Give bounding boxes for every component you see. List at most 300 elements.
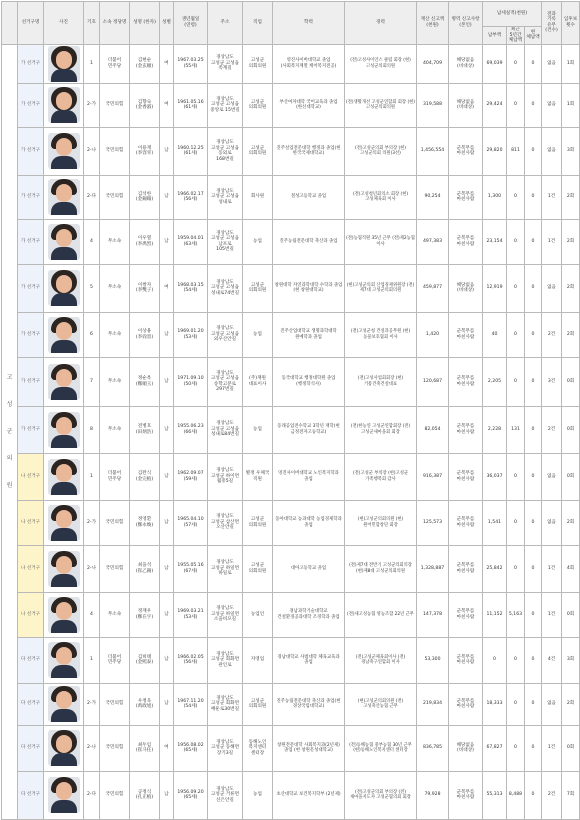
education-header: 학력 bbox=[273, 2, 345, 45]
criminal-cell: 4건 bbox=[542, 637, 562, 683]
name-cell: 최두임 (崔斗任) bbox=[130, 725, 160, 771]
runs-cell: 2회 bbox=[562, 500, 580, 545]
criminal-cell: 1건 bbox=[542, 219, 562, 264]
address-cell: 경상남도 고성군 하일면 하일로 bbox=[208, 545, 243, 592]
military-cell: 군복무를 마친사람 bbox=[449, 312, 483, 357]
tax-paid-cell: 69,039 bbox=[483, 44, 507, 83]
table-row bbox=[2, 312, 580, 357]
portrait-icon bbox=[48, 551, 80, 587]
party-cell: 무소속 bbox=[100, 312, 130, 357]
military-cell: 해당없음 (비대상) bbox=[449, 725, 483, 771]
number-cell: 2-나 bbox=[84, 725, 100, 771]
gender-cell: 여 bbox=[160, 264, 174, 312]
address-cell: 경상남도 고성군 고성읍 성내로 bbox=[208, 175, 243, 219]
table-row bbox=[2, 592, 580, 637]
gender-cell: 남 bbox=[160, 683, 174, 725]
tax-current-cell: 0 bbox=[525, 771, 542, 819]
career-cell: (전)고성군의회 부의장 (전)새마을지도자 고성군협의회 회장 bbox=[345, 771, 417, 819]
address-cell: 경상남도 고성군 동해면 장기3길 bbox=[208, 725, 243, 771]
criminal-cell: 없음 bbox=[542, 83, 562, 127]
tax-paid-cell: 12,919 bbox=[483, 264, 507, 312]
region-char: 의 bbox=[6, 455, 13, 463]
party-cell: 더불어 민주당 bbox=[100, 44, 130, 83]
portrait-icon bbox=[48, 224, 80, 260]
property-cell: 1,456,554 bbox=[417, 127, 449, 175]
district-cell: 가 선거구 bbox=[18, 312, 44, 357]
gender-cell: 남 bbox=[160, 219, 174, 264]
property-cell: 916,387 bbox=[417, 453, 449, 500]
district-cell: 다 선거구 bbox=[18, 683, 44, 725]
address-cell: 경상남도 고성군 하이면 월흥5길 bbox=[208, 453, 243, 500]
number-cell: 4 bbox=[84, 219, 100, 264]
number-cell: 6 bbox=[84, 312, 100, 357]
runs-cell: 0회 bbox=[562, 453, 580, 500]
number-cell: 5 bbox=[84, 264, 100, 312]
birth-cell: 1967.11.20 (54세) bbox=[174, 683, 208, 725]
candidate-photo bbox=[44, 545, 84, 592]
table-row bbox=[2, 44, 580, 83]
career-cell: (전)고성군 부의장 (현)고성군 가족행복회 감사 bbox=[345, 453, 417, 500]
tax-current-cell: 0 bbox=[525, 175, 542, 219]
tax-5yr-cell: 811 bbox=[507, 127, 525, 175]
runs-cell: 2회 bbox=[562, 683, 580, 725]
education-cell: 부산여자대학 국어교육과 졸업(한신대학교) bbox=[273, 83, 345, 127]
number-cell: 1 bbox=[84, 44, 100, 83]
table-row bbox=[2, 637, 580, 683]
military-cell: 군복무를 마친사람 bbox=[449, 500, 483, 545]
criminal-cell: 1건 bbox=[542, 592, 562, 637]
party-cell: 국민의힘 bbox=[100, 500, 130, 545]
tax-5yr-cell: 8,488 bbox=[507, 771, 525, 819]
gender-cell: 남 bbox=[160, 175, 174, 219]
birth-cell: 1955.06.23 (66세) bbox=[174, 406, 208, 453]
table-row bbox=[2, 406, 580, 453]
name-cell: 이우열 (李禹烈) bbox=[130, 219, 160, 264]
birth-cell: 1971.09.10 (50세) bbox=[174, 357, 208, 406]
criminal-cell: 3건 bbox=[542, 357, 562, 406]
runs-cell: 1회 bbox=[562, 44, 580, 83]
criminal-cell: 없음 bbox=[542, 683, 562, 725]
number-cell: 2-가 bbox=[84, 83, 100, 127]
property-header: 재산 신고액 (천원) bbox=[417, 2, 449, 45]
number-cell: 2-나 bbox=[84, 127, 100, 175]
gender-cell: 남 bbox=[160, 500, 174, 545]
tax-paid-header: 납부액 bbox=[483, 27, 507, 45]
candidate-photo bbox=[44, 357, 84, 406]
career-cell: (전)고성군의회 부의장 (현)고성군의회 의원(3선) bbox=[345, 127, 417, 175]
job-cell: 고성군 의회의원 bbox=[243, 545, 273, 592]
criminal-cell: 없음 bbox=[542, 453, 562, 500]
name-cell: 우정욱 (禹政旭) bbox=[130, 683, 160, 725]
address-cell: 경상남도 고성군 고성읍 족계길 bbox=[208, 44, 243, 83]
region-header bbox=[2, 2, 18, 45]
tax-current-cell: 0 bbox=[525, 357, 542, 406]
property-cell: 319,588 bbox=[417, 83, 449, 127]
military-cell: 군복무를 마친사람 bbox=[449, 219, 483, 264]
district-cell: 다 선거구 bbox=[18, 725, 44, 771]
table-row bbox=[2, 771, 580, 819]
job-cell: 고성군 의회의원 bbox=[243, 500, 273, 545]
district-cell: 가 선거구 bbox=[18, 264, 44, 312]
district-header: 선거구명 bbox=[18, 2, 44, 45]
tax-5yr-cell: 0 bbox=[507, 725, 525, 771]
tax-current-cell: 0 bbox=[525, 453, 542, 500]
birth-cell: 1969.03.21 (53세) bbox=[174, 592, 208, 637]
property-cell: 459,877 bbox=[417, 264, 449, 312]
candidate-photo bbox=[44, 219, 84, 264]
tax-5yr-cell: 131 bbox=[507, 406, 525, 453]
tax-group-header: 납세실적(천원) bbox=[483, 2, 542, 27]
party-cell: 더불어 민주당 bbox=[100, 637, 130, 683]
address-cell: 경상남도 고성군 고성읍 외우산안길 bbox=[208, 312, 243, 357]
portrait-icon bbox=[48, 730, 80, 766]
military-cell: 해당없음 (비대상) bbox=[449, 44, 483, 83]
education-cell: 경남대학교 사범대학 체육교육과 졸업 bbox=[273, 637, 345, 683]
tax-paid-cell: 2,228 bbox=[483, 406, 507, 453]
address-cell: 경상남도 고성군 거류면 신은안길 bbox=[208, 771, 243, 819]
property-cell: 404,709 bbox=[417, 44, 449, 83]
party-header: 소속 정당명 bbox=[100, 2, 130, 45]
name-cell: 공정식 (孔正植) bbox=[130, 771, 160, 819]
portrait-icon bbox=[48, 317, 80, 353]
number-cell: 2-나 bbox=[84, 545, 100, 592]
education-cell: 창원대학 자연과학대학 수학과 졸업(현 창원대학교) bbox=[273, 264, 345, 312]
party-cell: 무소속 bbox=[100, 406, 130, 453]
party-cell: 국민의힘 bbox=[100, 771, 130, 819]
tax-5yr-cell: 5,163 bbox=[507, 592, 525, 637]
table-row bbox=[2, 453, 580, 500]
tax-current-cell: 0 bbox=[525, 545, 542, 592]
property-cell: 1,328,887 bbox=[417, 545, 449, 592]
candidate-photo bbox=[44, 637, 84, 683]
birth-cell: 1966.02.17 (56세) bbox=[174, 175, 208, 219]
gender-cell: 남 bbox=[160, 312, 174, 357]
property-cell: 836,785 bbox=[417, 725, 449, 771]
party-cell: 무소속 bbox=[100, 219, 130, 264]
education-cell: 초산대학교 보건복지학부 (2년제) bbox=[273, 771, 345, 819]
education-cell: 창원전문대학 사회복지과(2년제) 졸업 (현 창원문성대학교) bbox=[273, 725, 345, 771]
job-cell: 고성군 의회의원 bbox=[243, 44, 273, 83]
property-cell: 125,573 bbox=[417, 500, 449, 545]
runs-header: 입후보 횟수 bbox=[562, 2, 580, 45]
district-cell: 가 선거구 bbox=[18, 127, 44, 175]
candidate-photo bbox=[44, 771, 84, 819]
tax-current-header: 현 체납액 bbox=[525, 27, 542, 45]
portrait-icon bbox=[48, 686, 80, 722]
table-row bbox=[2, 500, 580, 545]
runs-cell: 2회 bbox=[562, 175, 580, 219]
tax-5yr-cell: 0 bbox=[507, 683, 525, 725]
district-cell: 가 선거구 bbox=[18, 219, 44, 264]
name-cell: 김향숙 (金香淑) bbox=[130, 83, 160, 127]
military-cell: 군복무를 마친사람 bbox=[449, 637, 483, 683]
criminal-cell: 1건 bbox=[542, 545, 562, 592]
tax-paid-cell: 29,424 bbox=[483, 83, 507, 127]
criminal-cell: 2건 bbox=[542, 312, 562, 357]
gender-cell: 남 bbox=[160, 127, 174, 175]
candidate-photo bbox=[44, 453, 84, 500]
name-cell: 이용재 (李容宰) bbox=[130, 127, 160, 175]
party-cell: 국민의힘 bbox=[100, 725, 130, 771]
party-cell: 국민의힘 bbox=[100, 83, 130, 127]
portrait-icon bbox=[48, 642, 80, 678]
tax-paid-cell: 67,827 bbox=[483, 725, 507, 771]
portrait-icon bbox=[48, 133, 80, 169]
name-header: 성명 (한자) bbox=[130, 2, 160, 45]
tax-5yr-cell: 0 bbox=[507, 264, 525, 312]
address-cell: 경상남도 고성군 고성읍 성내로74번길 bbox=[208, 264, 243, 312]
career-cell: (전)고성군체육회이사 (전)경남축구연합회 이사 bbox=[345, 637, 417, 683]
tax-5yr-cell: 0 bbox=[507, 453, 525, 500]
career-cell: (현)고성군의회의원 (현)원어민합창단 회장 bbox=[345, 500, 417, 545]
district-cell: 가 선거구 bbox=[18, 357, 44, 406]
career-cell: (전)새고성농협 영농조합 22년 근무 bbox=[345, 592, 417, 637]
career-cell: (전)생활개선 고성군연합회 회장 (현)고성군의회의원 bbox=[345, 83, 417, 127]
candidate-photo bbox=[44, 264, 84, 312]
career-cell: (전)고성군청 건설과공무원 (현)동물보호협회 이사 bbox=[345, 312, 417, 357]
military-header: 병역 신고사항 (본인) bbox=[449, 2, 483, 45]
criminal-cell: 1건 bbox=[542, 175, 562, 219]
number-cell: 2-다 bbox=[84, 175, 100, 219]
birth-cell: 1969.01.20 (53세) bbox=[174, 312, 208, 357]
district-cell: 나 선거구 bbox=[18, 545, 44, 592]
career-cell: (전)농협직원 35년 근무 (전)제2농협 이사 bbox=[345, 219, 417, 264]
criminal-cell: 없음 bbox=[542, 44, 562, 83]
runs-cell: 4회 bbox=[562, 545, 580, 592]
education-cell: 동아대학교 농과대학 농업경제학과 졸업 bbox=[273, 500, 345, 545]
name-cell: 김석한 (金錫翰) bbox=[130, 175, 160, 219]
address-cell: 경상남도 고성군 고성읍 성내로84번길 bbox=[208, 406, 243, 453]
address-cell: 경상남도 고성군 고성읍 동외로 168번길 bbox=[208, 127, 243, 175]
education-cell: 진주농림전문대학 축산과 졸업(현 경상국립대학교) bbox=[273, 683, 345, 725]
runs-cell: 7회 bbox=[562, 771, 580, 819]
career-header: 경력 bbox=[345, 2, 417, 45]
tax-paid-cell: 23,154 bbox=[483, 219, 507, 264]
birth-cell: 1962.09.07 (59세) bbox=[174, 453, 208, 500]
tax-paid-cell: 36,037 bbox=[483, 453, 507, 500]
district-cell: 가 선거구 bbox=[18, 44, 44, 83]
job-cell: 고성군 의회의원 bbox=[243, 264, 273, 312]
region-label bbox=[2, 44, 18, 819]
tax-paid-cell: 1,300 bbox=[483, 175, 507, 219]
name-cell: 김완식 (金完植) bbox=[130, 453, 160, 500]
birth-header: 생년월일 (연령) bbox=[174, 2, 208, 45]
runs-cell: 0회 bbox=[562, 406, 580, 453]
portrait-icon bbox=[48, 412, 80, 448]
job-cell: 고성군 의회의원 bbox=[243, 83, 273, 127]
candidate-photo bbox=[44, 127, 84, 175]
career-cell: (전)고성사이언스 클럽 회장 (현)고성군의회의원 bbox=[345, 44, 417, 83]
name-cell: 정재우 (鄭在宇) bbox=[130, 592, 160, 637]
party-cell: 국민의힘 bbox=[100, 127, 130, 175]
tax-5yr-cell: 0 bbox=[507, 219, 525, 264]
tax-current-cell: 0 bbox=[525, 44, 542, 83]
job-cell: (주)재원 대표이사 bbox=[243, 357, 273, 406]
name-cell: 정순옥 (鄭順玉) bbox=[130, 357, 160, 406]
job-cell: 고성군 의회의원 bbox=[243, 683, 273, 725]
property-cell: 1,420 bbox=[417, 312, 449, 357]
birth-cell: 1959.04.01 (63세) bbox=[174, 219, 208, 264]
candidate-photo bbox=[44, 500, 84, 545]
district-cell: 가 선거구 bbox=[18, 175, 44, 219]
property-cell: 79,928 bbox=[417, 771, 449, 819]
portrait-icon bbox=[48, 46, 80, 82]
number-cell: 2-가 bbox=[84, 683, 100, 725]
party-cell: 무소속 bbox=[100, 264, 130, 312]
tax-current-cell: 0 bbox=[525, 219, 542, 264]
birth-cell: 1968.03.15 (54세) bbox=[174, 264, 208, 312]
party-cell: 국민의힘 bbox=[100, 683, 130, 725]
tax-paid-cell: 55,313 bbox=[483, 771, 507, 819]
runs-cell: 2회 bbox=[562, 219, 580, 264]
education-cell: 철성고등학교 졸업 bbox=[273, 175, 345, 219]
gender-cell: 남 bbox=[160, 637, 174, 683]
job-header: 직업 bbox=[243, 2, 273, 45]
military-cell: 군복무를 마친사람 bbox=[449, 406, 483, 453]
tax-paid-cell: 1,541 bbox=[483, 500, 507, 545]
tax-5yr-cell: 0 bbox=[507, 500, 525, 545]
party-cell: 무소속 bbox=[100, 592, 130, 637]
military-cell: 해당없음 (비대상) bbox=[449, 264, 483, 312]
candidate-photo bbox=[44, 725, 84, 771]
candidate-photo bbox=[44, 44, 84, 83]
military-cell: 군복무를 마친사람 bbox=[449, 683, 483, 725]
district-cell: 가 선거구 bbox=[18, 406, 44, 453]
gender-cell: 남 bbox=[160, 592, 174, 637]
portrait-icon bbox=[48, 597, 80, 633]
number-cell: 2-가 bbox=[84, 500, 100, 545]
table-row bbox=[2, 545, 580, 592]
tax-current-cell: 0 bbox=[525, 406, 542, 453]
gender-cell: 남 bbox=[160, 453, 174, 500]
tax-5yr-cell: 0 bbox=[507, 44, 525, 83]
job-cell: 농업 bbox=[243, 312, 273, 357]
tax-5yr-cell: 0 bbox=[507, 83, 525, 127]
tax-paid-cell: 0 bbox=[483, 637, 507, 683]
tax-paid-cell: 25,842 bbox=[483, 545, 507, 592]
gender-cell: 남 bbox=[160, 357, 174, 406]
name-cell: 최을석 (崔乙錫) bbox=[130, 545, 160, 592]
table-row bbox=[2, 175, 580, 219]
portrait-icon bbox=[48, 179, 80, 215]
career-cell: (전)한농연 고성군연합회장 (전)고성군새마을회 회장 bbox=[345, 406, 417, 453]
number-cell: 1 bbox=[84, 453, 100, 500]
address-cell: 경상남도 고성군 고성읍 남포로 105번길 bbox=[208, 219, 243, 264]
address-cell: 경상남도 고성군 고성읍 송학고분로 297번길 bbox=[208, 357, 243, 406]
candidate-photo bbox=[44, 592, 84, 637]
military-cell: 군복무를 마친사람 bbox=[449, 357, 483, 406]
address-cell: 경상남도 고성군 회화면 배둔로30번길 bbox=[208, 683, 243, 725]
career-cell: (전)제7대 전반기 고성군의회의장 (현)제8대 고성군의회의원 bbox=[345, 545, 417, 592]
job-cell: 자영업 bbox=[243, 637, 273, 683]
birth-cell: 1961.05.16 (61세) bbox=[174, 83, 208, 127]
military-cell: 군복무를 마친사람 bbox=[449, 127, 483, 175]
job-cell: 동해노인 복지센터 센터장 bbox=[243, 725, 273, 771]
name-cell: 이쌍자 (李雙子) bbox=[130, 264, 160, 312]
career-cell: (전)고성사업회회장 (현)거룡건축건설대표 bbox=[345, 357, 417, 406]
tax-current-cell: 0 bbox=[525, 500, 542, 545]
tax-current-cell: 0 bbox=[525, 264, 542, 312]
education-cell: 영진사이버대학교 졸업(사회복지계열 케어복지전공) bbox=[273, 44, 345, 83]
birth-cell: 1966.02.05 (56세) bbox=[174, 637, 208, 683]
tax-5yr-cell: 0 bbox=[507, 545, 525, 592]
property-cell: 90,254 bbox=[417, 175, 449, 219]
table-row bbox=[2, 83, 580, 127]
party-cell: 국민의힘 bbox=[100, 545, 130, 592]
criminal-cell: 2건 bbox=[542, 406, 562, 453]
party-cell: 무소속 bbox=[100, 357, 130, 406]
education-cell: 동래공업전수학교 3학년 재학(현 금정전자고등학교) bbox=[273, 406, 345, 453]
party-cell: 더불어 민주당 bbox=[100, 453, 130, 500]
name-cell: 김희태 (金熙泰) bbox=[130, 637, 160, 683]
military-cell: 군복무를 마친사람 bbox=[449, 175, 483, 219]
photo-header: 사진 bbox=[44, 2, 84, 45]
property-cell: 82,054 bbox=[417, 406, 449, 453]
runs-cell: 3회 bbox=[562, 127, 580, 175]
tax-paid-cell: 18,333 bbox=[483, 683, 507, 725]
birth-cell: 1965.04.10 (57세) bbox=[174, 500, 208, 545]
number-cell: 4 bbox=[84, 592, 100, 637]
address-cell: 경상남도 고성군 삼산면 오산안길 bbox=[208, 500, 243, 545]
career-cell: (전)고성청년회의소 회장 (현)고성체육회 이사 bbox=[345, 175, 417, 219]
candidate-photo bbox=[44, 175, 84, 219]
tax-current-cell: 0 bbox=[525, 312, 542, 357]
tax-5yr-header: 최근 5년간 체납액 bbox=[507, 27, 525, 45]
tax-current-cell: 0 bbox=[525, 637, 542, 683]
job-cell: 농업 bbox=[243, 771, 273, 819]
runs-cell: 2회 bbox=[562, 312, 580, 357]
birth-cell: 1956.09.20 (65세) bbox=[174, 771, 208, 819]
district-cell: 다 선거구 bbox=[18, 771, 44, 819]
portrait-icon bbox=[48, 505, 80, 541]
tax-paid-cell: 29,820 bbox=[483, 127, 507, 175]
candidate-table bbox=[1, 1, 580, 820]
gender-cell: 남 bbox=[160, 545, 174, 592]
address-cell: 경상남도 고성군 하일면 소을비포길 bbox=[208, 592, 243, 637]
job-cell: 고성군 의회의원 bbox=[243, 127, 273, 175]
district-cell: 가 선거구 bbox=[18, 83, 44, 127]
runs-cell: 2회 bbox=[562, 264, 580, 312]
job-cell: 농업 bbox=[243, 219, 273, 264]
criminal-header: 전과 기록 유무 (건수) bbox=[542, 2, 562, 45]
candidate-photo bbox=[44, 406, 84, 453]
tax-5yr-cell: 0 bbox=[507, 637, 525, 683]
number-cell: 7 bbox=[84, 357, 100, 406]
runs-cell: 0회 bbox=[562, 357, 580, 406]
gender-header: 성별 bbox=[160, 2, 174, 45]
tax-paid-cell: 40 bbox=[483, 312, 507, 357]
military-cell: 군복무를 마친사람 bbox=[449, 453, 483, 500]
table-row bbox=[2, 683, 580, 725]
table-row bbox=[2, 357, 580, 406]
education-cell: 진주실업전문대학 행정과 졸업(현 한국국제대학교) bbox=[273, 127, 345, 175]
table-row bbox=[2, 725, 580, 771]
job-cell: 농업 bbox=[243, 406, 273, 453]
property-cell: 219,834 bbox=[417, 683, 449, 725]
career-cell: (현)고성군의회의원 (전)고성축산농협 근무 bbox=[345, 683, 417, 725]
number-cell: 1 bbox=[84, 637, 100, 683]
number-cell: 2-다 bbox=[84, 771, 100, 819]
career-cell: (전)동해농협 중부농협 30년 근무 (현)동해노인복지센터 센터장 bbox=[345, 725, 417, 771]
address-header: 주소 bbox=[208, 2, 243, 45]
job-cell: 회사원 bbox=[243, 175, 273, 219]
name-cell: 전병호 (田炳浩) bbox=[130, 406, 160, 453]
military-cell: 군복무를 마친사람 bbox=[449, 545, 483, 592]
education-cell: 동국대학교 행정대학원 졸업(행정학석사) bbox=[273, 357, 345, 406]
gender-cell: 남 bbox=[160, 771, 174, 819]
tax-current-cell: 0 bbox=[525, 592, 542, 637]
military-cell: 군복무를 마친사람 bbox=[449, 771, 483, 819]
